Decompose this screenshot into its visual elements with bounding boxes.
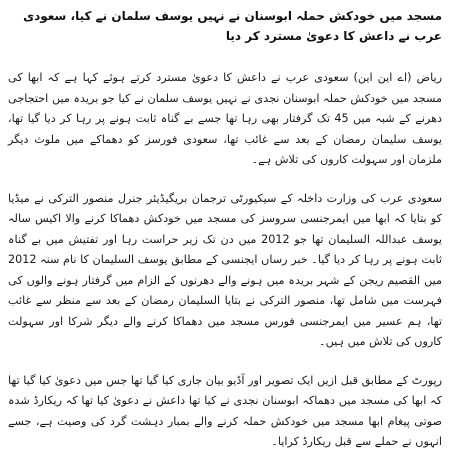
article-paragraph-3: رپورٹ کے مطابق قبل ازیں ایک تصویر اور آڈیو بیان جاری کیا گیا تھا جس میں دعویٰ کیا گیا تھا کہ ابھا کی مسجد میں دھماکہ ابوسنان نجدی نے کیا تھا داعش نے دعویٰ کیا تھا کہ ریکارڈ شدہ صوتی پیغام ابھا مسجد میں خودکش حملہ کرنے والے بمبار دہشت گرد کی وصیت ہے، جسے انہوں نے حملے سے قبل ریکارڈ کرایا۔ [8, 373, 442, 448]
article-paragraph-2: سعودی عرب کی وزارت داخلہ کے سیکیورٹی ترجمان بریگیڈیئر جنرل منصور الترکی نے میڈیا کو بتایا کہ ابھا میں ایمرجنسی سروسز کی مسجد میں خودکش دھماکا کرنے والا اکیس سالہ یوسف عبداللہ السلیمان تھا جو 2012 میں دن تک زیر حراست رہا اور تفتیش میں بے گناہ ثابت ہونے پر رہا کر دیا گیا۔ خبر رساں ایجنسی کے مطابق یوسف السلیمان کا نام سنہ 2012 میں القصیم ریجن کے شہر بریدہ میں ہونے والے دھرنوں کے الزام میں گرفتار ہونے والوں کی فہرست میں شامل تھا، منصور الترکی نے بتایا السلیمان رمضان کے بعد سے منظر سے غائب تھا، ہم عسیر میں ایمرجنسی فورس مسجد میں دھماکا کرنے والے دیگر شرکا اور سہولت کاروں کی تلاش میں ہیں۔ [8, 191, 443, 348]
article-paragraph-1: ریاض (اے این این) سعودی عرب نے داعش کا دعویٰ مسترد کرتے ہوئے کہا ہے کہ ابھا کی مسجد میں خودکش حملہ ابوسنان نجدی نے نہیں یوسف سلمان نے کیا جو بریدہ میں احتجاجی دھرنے کے شبہ میں 45 تک گرفتار بھی رہا تھا جسے بے گناہ ثابت ہونے پر رہا کر دیا گیا تھا، یوسف سلیمان رمضان کے بعد سے غائب تھا، سعودی فورسز کو دھماکے میں ملوث دیگر ملزمان اور سہولت کاروں کی تلاش ہے۔ [8, 71, 442, 166]
article-headline: مسجد میں خودکش حملہ ابوسنان نے نہیں یوسف سلمان نے کیا، سعودی عرب نے داعش کا دعویٰ مسترد کر دیا [23, 9, 442, 43]
news-article [8, 6, 442, 453]
